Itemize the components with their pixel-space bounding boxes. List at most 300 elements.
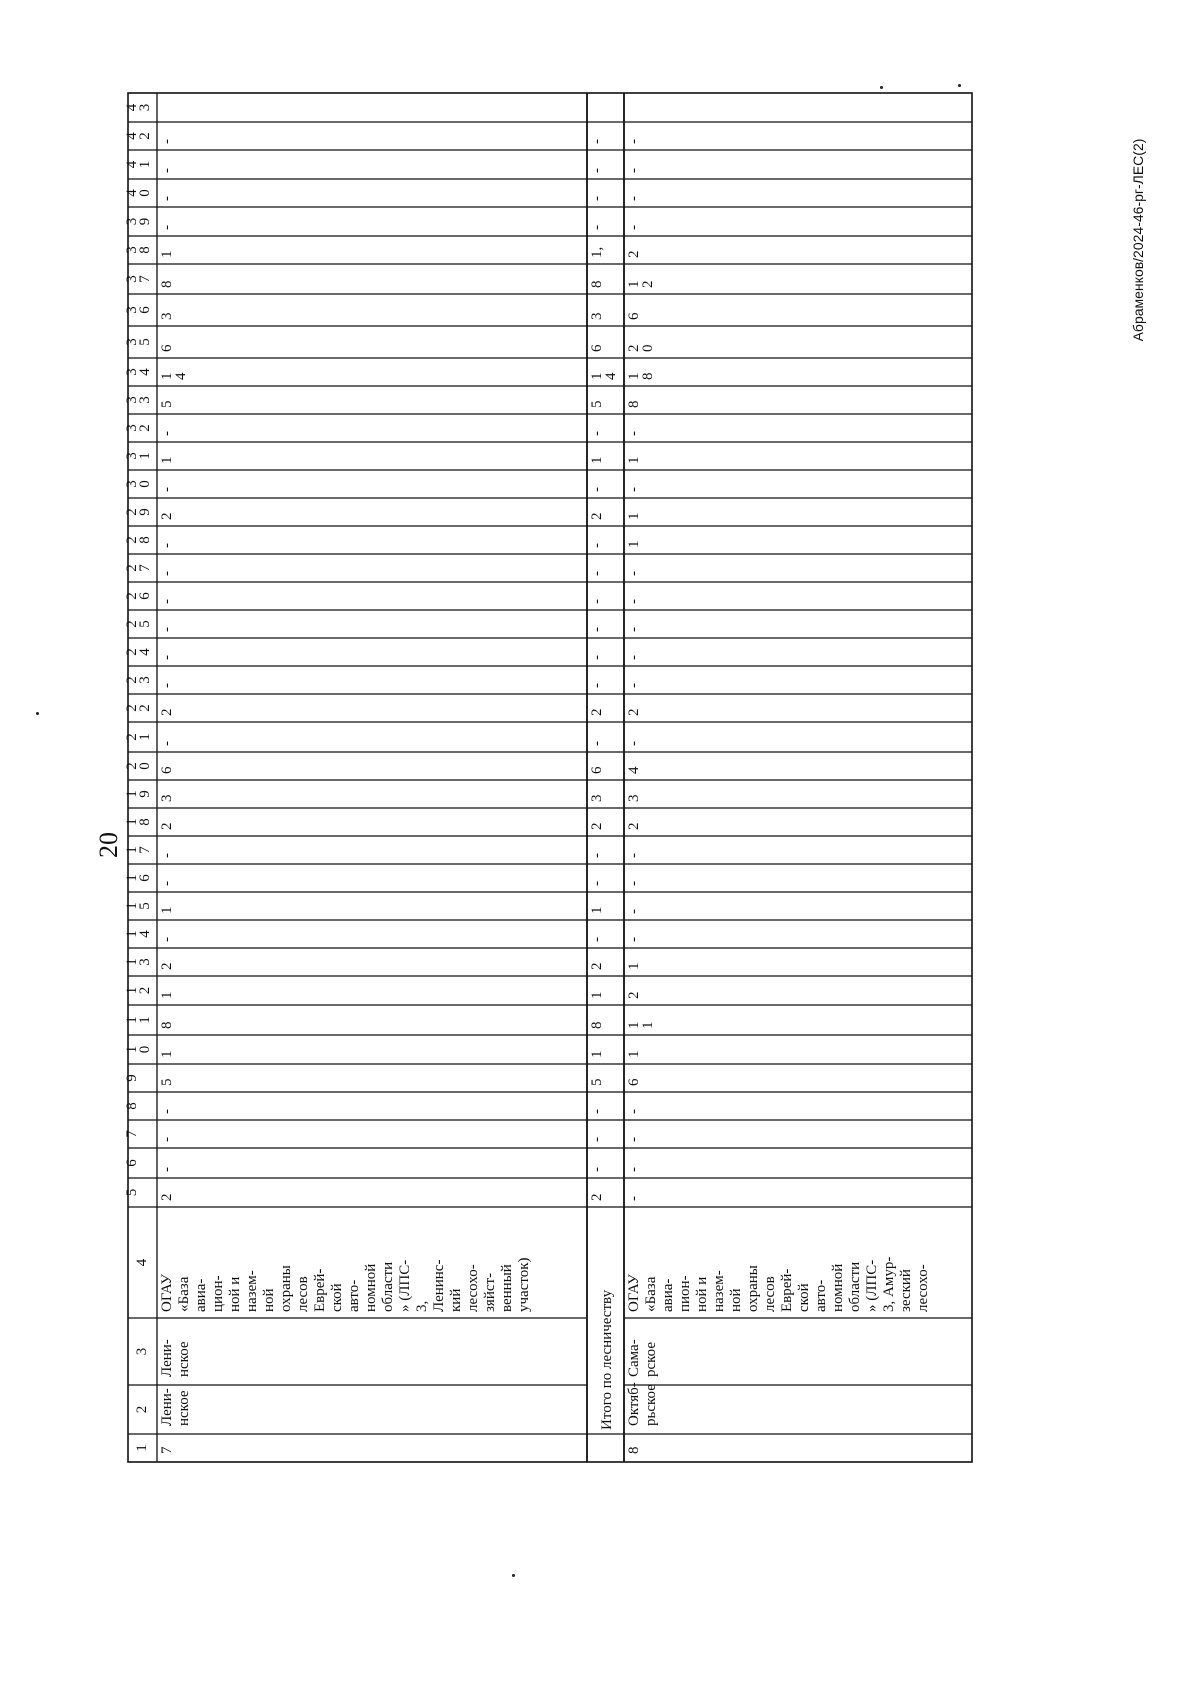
- row1-value-col14: [159, 937, 175, 942]
- subtotal-value-col33: [589, 401, 605, 409]
- row2-organization-line: авиа-: [660, 1278, 676, 1312]
- cell-text: -: [589, 741, 605, 746]
- header-digit: 1: [124, 902, 140, 910]
- row2-value-col28: [626, 541, 642, 549]
- header-digit: 4: [137, 930, 153, 938]
- row2-value-col40: [626, 196, 642, 201]
- header-number-15: [124, 902, 153, 910]
- header-number-26: [124, 592, 153, 600]
- subtotal-value-col17: [589, 853, 605, 858]
- header-digit: 3: [124, 246, 140, 254]
- row2-value-col7: [626, 1137, 642, 1142]
- row2-value-col15: [626, 909, 642, 914]
- row2-uchastkovoe: [626, 1339, 659, 1377]
- row2-value-col31: [626, 457, 642, 465]
- row1-organization-line: ской: [329, 1283, 345, 1312]
- header-digit: 3: [124, 480, 140, 488]
- cell-text: 2: [159, 962, 175, 970]
- row1-lesnichestvo: [159, 1388, 192, 1426]
- header-digit: 3: [124, 368, 140, 376]
- cell-text: -: [159, 741, 175, 746]
- row1-value-col36: [159, 313, 175, 321]
- subtotal-label-line: Итого по лесничеству: [599, 1289, 615, 1430]
- cell-text: 8: [626, 400, 642, 408]
- header-number-35: [124, 338, 153, 346]
- header-digit: 2: [124, 648, 140, 656]
- header-digit: 1: [137, 733, 153, 741]
- subtotal-value-col14: [589, 937, 605, 942]
- header-number-16: [124, 874, 153, 882]
- row2-value-col8: [626, 1109, 642, 1114]
- header-digit: 6: [124, 1159, 140, 1167]
- header-digit: 7: [137, 564, 153, 572]
- cell-text: -: [589, 543, 605, 548]
- cell-text: -: [589, 431, 605, 436]
- row1-value-col15: [159, 907, 175, 915]
- cell-text: 1: [159, 250, 175, 258]
- cell-text: -: [589, 1137, 605, 1142]
- cell-text: -: [159, 627, 175, 632]
- cell-text: 1: [589, 372, 605, 380]
- row2-organization-line: зеский: [898, 1269, 914, 1312]
- header-number-25: [124, 620, 153, 628]
- row2-uchastkovoe-line: рское: [643, 1341, 659, 1377]
- cell-text: 8: [159, 1021, 175, 1029]
- cell-text: 1: [159, 906, 175, 914]
- cell-text: 1: [626, 540, 642, 548]
- subtotal-value-col26: [589, 599, 605, 604]
- header-digit: 6: [137, 592, 153, 600]
- header-digit: 3: [124, 424, 140, 432]
- row1-organization-line: венный: [499, 1264, 515, 1312]
- header-digit: 4: [124, 189, 140, 197]
- row1-value-col18: [159, 823, 175, 831]
- header-number-41: [124, 160, 153, 168]
- cell-text: -: [626, 1109, 642, 1114]
- subtotal-value-col9: [589, 1079, 605, 1087]
- header-digit: 0: [137, 762, 153, 770]
- cell-text: 1: [159, 991, 175, 999]
- header-digit: 2: [124, 733, 140, 741]
- header-digit: 1: [124, 1045, 140, 1054]
- subtotal-label: [599, 1289, 615, 1430]
- row1-value-col32: [159, 431, 175, 436]
- cell-text: -: [589, 655, 605, 660]
- header-digit: 9: [137, 790, 153, 798]
- header-number-39: [124, 218, 153, 226]
- cell-text: 3: [159, 794, 175, 802]
- row1-value-col31: [159, 457, 175, 465]
- cell-text: -: [159, 655, 175, 660]
- cell-text: 1: [589, 906, 605, 914]
- row2-value-col34: [626, 373, 656, 381]
- row1-lesnichestvo-line: Лени-: [159, 1388, 175, 1426]
- row2-organization-line: «База: [643, 1276, 659, 1312]
- row2-organization-line: » (ЛПС-: [864, 1259, 880, 1312]
- header-digit: 4: [137, 368, 153, 376]
- header-digit: 3: [137, 103, 153, 112]
- header-number-2: [134, 1406, 150, 1414]
- cell-text: -: [589, 881, 605, 886]
- row1-organization-line: авиа-: [193, 1278, 209, 1312]
- cell-text: -: [626, 139, 642, 144]
- cell-text: 1: [589, 456, 605, 464]
- cell-text: -: [159, 1137, 175, 1142]
- cell-text: 2: [589, 1193, 605, 1201]
- cell-text: -: [589, 139, 605, 144]
- row1-organization-line: ОГАУ: [159, 1273, 175, 1312]
- header-digit: 7: [137, 275, 153, 283]
- header-number-38: [124, 246, 153, 254]
- header-number-2-line: 2: [134, 1405, 150, 1414]
- cell-text: -: [159, 881, 175, 886]
- cell-text: 8: [589, 1021, 605, 1029]
- header-digit: 9: [137, 217, 153, 226]
- row2-value-col27: [626, 571, 642, 576]
- header-digit: 3: [137, 676, 153, 684]
- header-number-31: [124, 452, 153, 460]
- row1-value-col8: [159, 1109, 175, 1114]
- subtotal-value-col10: [589, 1051, 605, 1059]
- row1-organization-line: кий: [448, 1288, 464, 1312]
- row1-value-col40: [159, 196, 175, 201]
- row2-organization: [626, 1257, 931, 1312]
- header-digit: 2: [124, 620, 140, 628]
- row1-organization-line: цион-: [210, 1275, 226, 1312]
- header-number-23: [124, 676, 153, 684]
- subtotal-value-col27: [589, 571, 605, 576]
- header-digit: 1: [137, 1016, 153, 1024]
- subtotal-value-col42: [589, 139, 605, 144]
- cell-text: -: [589, 1167, 605, 1172]
- subtotal-value-col8: [589, 1109, 605, 1114]
- row2-value-col26: [626, 599, 642, 604]
- row1-value-col5: [159, 1194, 175, 1202]
- cell-text: -: [626, 487, 642, 492]
- cell-text: 2: [159, 822, 175, 830]
- header-digit: 1: [124, 790, 140, 798]
- header-digit: 3: [124, 306, 140, 314]
- cell-text: 1: [640, 1021, 656, 1029]
- row2-value-col24: [626, 655, 642, 660]
- header-digit: 8: [137, 536, 153, 544]
- cell-text: 2: [626, 991, 642, 999]
- row1-value-col23: [159, 683, 175, 688]
- header-digit: 6: [137, 306, 153, 314]
- header-number-12: [124, 987, 153, 995]
- cell-text: -: [589, 937, 605, 942]
- row2-organization-line: авто-: [813, 1279, 829, 1312]
- header-number-34: [124, 368, 153, 376]
- row1-organization-line: области: [380, 1261, 396, 1312]
- header-digit: 2: [124, 762, 140, 770]
- header-number-6: [124, 1159, 140, 1167]
- header-number-40: [124, 189, 153, 197]
- subtotal-value-col25: [589, 627, 605, 632]
- row1-value-col17: [159, 853, 175, 858]
- row1-value-col16: [159, 881, 175, 886]
- row1-value-col24: [159, 655, 175, 660]
- row1-value-col9: [159, 1079, 175, 1087]
- header-number-22: [124, 704, 153, 712]
- header-number-9: [124, 1074, 140, 1082]
- header-digit: 1: [124, 874, 140, 882]
- row1-value-col19: [159, 795, 175, 803]
- header-number-33: [124, 396, 153, 404]
- row2-organization-line: области: [847, 1261, 863, 1312]
- cell-text: 2: [640, 280, 656, 288]
- header-number-37: [124, 275, 153, 283]
- row2-value-col11: [626, 1022, 656, 1030]
- cell-text: 1: [626, 1050, 642, 1058]
- row2-value-col17: [626, 853, 642, 858]
- cell-text: 1: [159, 456, 175, 464]
- cell-text: 1: [159, 1050, 175, 1058]
- row1-organization-line: участок): [516, 1257, 532, 1312]
- subtotal-value-col23: [589, 683, 605, 688]
- subtotal-value-col41: [589, 168, 605, 173]
- cell-text: -: [626, 168, 642, 173]
- cell-text: 6: [626, 1078, 642, 1086]
- row2-uchastkovoe-line: Сама-: [626, 1339, 642, 1377]
- cell-text: 4: [626, 766, 642, 774]
- subtotal-value-col18: [589, 823, 605, 831]
- row1-value-col22: [159, 709, 175, 717]
- header-digit: 5: [137, 902, 153, 910]
- cell-text: -: [159, 683, 175, 688]
- cell-text: 3: [589, 312, 605, 320]
- header-digit: 2: [137, 986, 153, 995]
- row2-value-col33: [626, 401, 642, 409]
- header-number-7: [124, 1130, 140, 1138]
- row1-organization-line: «База: [176, 1276, 192, 1312]
- row2-lesnichestvo-line: Октяб-: [626, 1382, 642, 1426]
- cell-text: 4: [603, 372, 619, 380]
- cell-text: 2: [589, 822, 605, 830]
- subtotal-value-col16: [589, 881, 605, 886]
- subtotal-value-col34: [589, 372, 619, 380]
- subtotal-value-col15: [589, 907, 605, 915]
- row1-value-col20: [159, 766, 175, 774]
- row2-organization-line: ной и: [694, 1276, 710, 1312]
- header-digit: 5: [137, 620, 153, 628]
- row1-value-col11: [159, 1022, 175, 1030]
- cell-text: 8: [640, 372, 656, 380]
- cell-text: -: [589, 168, 605, 173]
- cell-text: 5: [159, 1078, 175, 1086]
- row2-organization-line: лесохо-: [915, 1264, 931, 1312]
- header-digit: 1: [124, 846, 140, 854]
- row1-value-col21: [159, 741, 175, 746]
- cell-text: 1: [589, 991, 605, 999]
- row2-value-col38: [626, 251, 642, 259]
- header-digit: 7: [137, 846, 153, 854]
- header-number-14: [124, 930, 153, 938]
- row1-organization-line: Еврей-: [312, 1268, 328, 1312]
- row1-uchastkovoe: [159, 1339, 192, 1377]
- cell-text: -: [159, 487, 175, 492]
- subtotal-value-col37: [589, 281, 605, 289]
- cell-text: 2: [626, 822, 642, 830]
- row2-value-col22: [626, 709, 642, 717]
- row1-value-col7: [159, 1137, 175, 1142]
- cell-text: 2: [589, 708, 605, 716]
- header-digit: 2: [124, 564, 140, 572]
- cell-text: -: [626, 571, 642, 576]
- document-code: Абраменков/2024-46-рг-ЛЕС(2): [1130, 138, 1146, 342]
- page-number: 20: [94, 832, 123, 858]
- row2-organization-line: 3, Амур-: [881, 1256, 897, 1312]
- cell-text: 2: [159, 512, 175, 520]
- header-number-4-line: 4: [134, 1258, 150, 1267]
- row2-lesnichestvo: [626, 1382, 659, 1426]
- cell-text: -: [626, 196, 642, 201]
- header-digit: 8: [137, 246, 153, 254]
- row2-value-col13: [626, 963, 642, 971]
- header-number-3-line: 3: [134, 1347, 150, 1356]
- row2-value-col29: [626, 513, 642, 521]
- row1-value-col28: [159, 543, 175, 548]
- header-digit: 9: [137, 508, 153, 516]
- cell-text: -: [626, 683, 642, 688]
- header-digit: 3: [124, 275, 140, 283]
- row2-value-col6: [626, 1167, 642, 1172]
- cell-text: 8: [589, 280, 605, 288]
- row2-value-col14: [626, 937, 642, 942]
- row1-value-col13: [159, 963, 175, 971]
- cell-text: 2: [159, 1193, 175, 1201]
- row1-organization-line: лесов: [295, 1276, 311, 1312]
- cell-text: -: [626, 1167, 642, 1172]
- cell-text: -: [589, 599, 605, 604]
- subtotal-value-col40: [589, 196, 605, 201]
- cell-text: -: [626, 881, 642, 886]
- row2-value-col19: [626, 795, 642, 803]
- cell-text: -: [626, 599, 642, 604]
- header-digit: 0: [137, 1045, 153, 1054]
- header-number-11: [124, 1016, 153, 1024]
- header-digit: 5: [137, 338, 153, 346]
- header-digit: 4: [137, 648, 153, 656]
- row1-organization-line: ной и: [227, 1276, 243, 1312]
- row1-value-col26: [159, 599, 175, 604]
- cell-text: -: [589, 487, 605, 492]
- header-digit: 2: [124, 676, 140, 684]
- row1-value-col35: [159, 344, 175, 352]
- row1-organization-line: авто-: [346, 1279, 362, 1312]
- header-digit: 3: [124, 217, 140, 226]
- header-digit: 5: [124, 1188, 140, 1197]
- header-digit: 1: [124, 986, 140, 995]
- row2-value-col18: [626, 823, 642, 831]
- cell-text: 3: [589, 794, 605, 802]
- header-number-10: [124, 1046, 153, 1054]
- cell-text: -: [626, 741, 642, 746]
- row2-value-col30: [626, 487, 642, 492]
- cell-text: 1,: [589, 246, 605, 258]
- cell-text: -: [589, 683, 605, 688]
- header-digit: 0: [137, 189, 153, 197]
- header-number-36: [124, 306, 153, 314]
- cell-text: 2: [626, 708, 642, 716]
- header-digit: 2: [124, 536, 140, 544]
- row2-value-col36: [626, 312, 642, 320]
- cell-text: -: [159, 196, 175, 201]
- cell-text: 1: [159, 372, 175, 380]
- cell-text: -: [589, 1109, 605, 1114]
- row2-value-col39: [626, 225, 642, 230]
- header-number-1-line: 1: [134, 1444, 150, 1452]
- row1-organization-line: лесохо-: [465, 1264, 481, 1312]
- row1-value-col41: [159, 168, 175, 173]
- cell-text: -: [626, 627, 642, 632]
- cell-text: -: [626, 909, 642, 914]
- header-number-42: [124, 132, 153, 140]
- row1-number: [159, 1446, 175, 1454]
- cell-text: -: [159, 937, 175, 942]
- cell-text: 4: [173, 372, 189, 380]
- header-digit: 4: [124, 103, 140, 112]
- row1-organization-line: зяйст-: [482, 1272, 498, 1312]
- row2-value-col21: [626, 741, 642, 746]
- subtotal-value-col22: [589, 709, 605, 717]
- cell-text: 6: [626, 312, 642, 320]
- row2-value-col5: [626, 1196, 642, 1201]
- cell-text: -: [626, 853, 642, 858]
- row2-number-line: 8: [626, 1446, 642, 1454]
- header-digit: 1: [137, 452, 153, 460]
- cell-text: 2: [159, 708, 175, 716]
- header-number-20: [124, 762, 153, 770]
- row1-value-col33: [159, 401, 175, 409]
- header-number-3: [134, 1348, 150, 1356]
- row2-organization-line: Еврей-: [779, 1268, 795, 1312]
- subtotal-value-col12: [589, 992, 605, 1000]
- row2-organization-line: охраны: [745, 1265, 761, 1312]
- cell-text: -: [626, 431, 642, 436]
- header-digit: 2: [137, 704, 153, 712]
- cell-text: 8: [159, 280, 175, 288]
- cell-text: -: [589, 225, 605, 230]
- cell-text: -: [589, 571, 605, 576]
- header-digit: 3: [124, 338, 140, 346]
- header-number-27: [124, 564, 153, 572]
- header-digit: 2: [124, 704, 140, 712]
- subtotal-value-col21: [589, 741, 605, 746]
- subtotal-value-col30: [589, 487, 605, 492]
- row1-value-col10: [159, 1051, 175, 1059]
- cell-text: 1: [626, 962, 642, 970]
- cell-text: -: [159, 225, 175, 230]
- row2-value-col10: [626, 1051, 642, 1059]
- row2-value-col42: [626, 139, 642, 144]
- subtotal-value-col35: [589, 344, 605, 352]
- header-number-8: [124, 1102, 140, 1110]
- row2-value-col12: [626, 992, 642, 1000]
- cell-text: 1: [626, 456, 642, 464]
- row2-lesnichestvo-line: рьское: [643, 1384, 659, 1426]
- cell-text: 6: [589, 766, 605, 774]
- header-digit: 3: [137, 396, 153, 404]
- header-number-21: [124, 733, 153, 741]
- row1-value-col38: [159, 251, 175, 259]
- row2-organization-line: ной: [728, 1288, 744, 1312]
- cell-text: 1: [589, 1050, 605, 1058]
- header-digit: 4: [124, 160, 140, 169]
- row2-value-col20: [626, 766, 642, 774]
- header-number-28: [124, 536, 153, 544]
- row2-value-col37: [626, 281, 656, 289]
